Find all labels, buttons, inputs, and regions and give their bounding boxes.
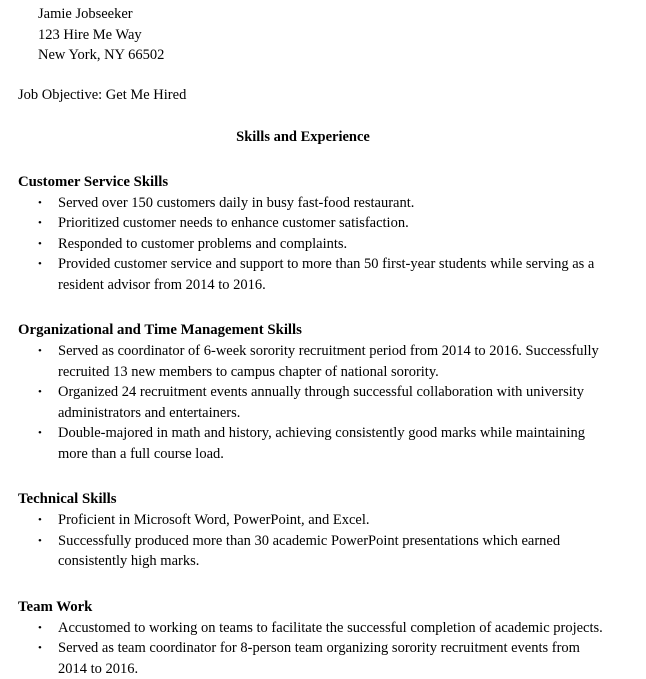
section-organizational-and-time-management-skills (18, 320, 608, 464)
bullet-list (18, 193, 608, 296)
list-item: • Served as team coordinator for 8-person team organizing sorority recruitment events from 2014 to 2016. (18, 638, 608, 679)
list-item: • Served as coordinator of 6-week sorority recruitment period from 2014 to 2016. Successfully recruited 13 new members to campus chapter of national sorority. (18, 341, 608, 382)
list-item: • Provided customer service and support to more than 50 first-year students while serving as a resident advisor from 2014 to 2016. (18, 254, 608, 295)
section-heading: Technical Skills (18, 489, 608, 509)
applicant-city-state-zip: New York, NY 66502 (38, 45, 608, 66)
applicant-street-address: 123 Hire Me Way (38, 25, 608, 46)
job-objective: Job Objective: Get Me Hired (18, 85, 608, 105)
list-item: • Organized 24 recruitment events annually through successful collaboration with university administrators and entertainers. (18, 382, 608, 423)
section-heading: Customer Service Skills (18, 172, 608, 192)
list-item: • Responded to customer problems and complaints. (18, 234, 608, 255)
applicant-name: Jamie Jobseeker (38, 4, 608, 25)
section-team-work (18, 597, 608, 679)
section-heading: Organizational and Time Management Skills (18, 320, 608, 340)
bullet-list (18, 510, 608, 572)
list-item: • Successfully produced more than 30 academic PowerPoint presentations which earned consistently high marks. (18, 531, 608, 572)
list-item: • Proficient in Microsoft Word, PowerPoint, and Excel. (18, 510, 608, 531)
list-item: • Prioritized customer needs to enhance customer satisfaction. (18, 213, 608, 234)
list-item: • Served over 150 customers daily in busy fast-food restaurant. (18, 193, 608, 214)
list-item: • Double-majored in math and history, achieving consistently good marks while maintaining more than a full course load. (18, 423, 608, 464)
bullet-list (18, 341, 608, 464)
bullet-list (18, 618, 608, 679)
section-heading: Team Work (18, 597, 608, 617)
sections-container (18, 172, 608, 679)
section-customer-service-skills (18, 172, 608, 296)
section-technical-skills (18, 489, 608, 572)
page-title: Skills and Experience (18, 127, 608, 147)
contact-block (38, 4, 608, 66)
list-item: • Accustomed to working on teams to facilitate the successful completion of academic projects. (18, 618, 608, 639)
